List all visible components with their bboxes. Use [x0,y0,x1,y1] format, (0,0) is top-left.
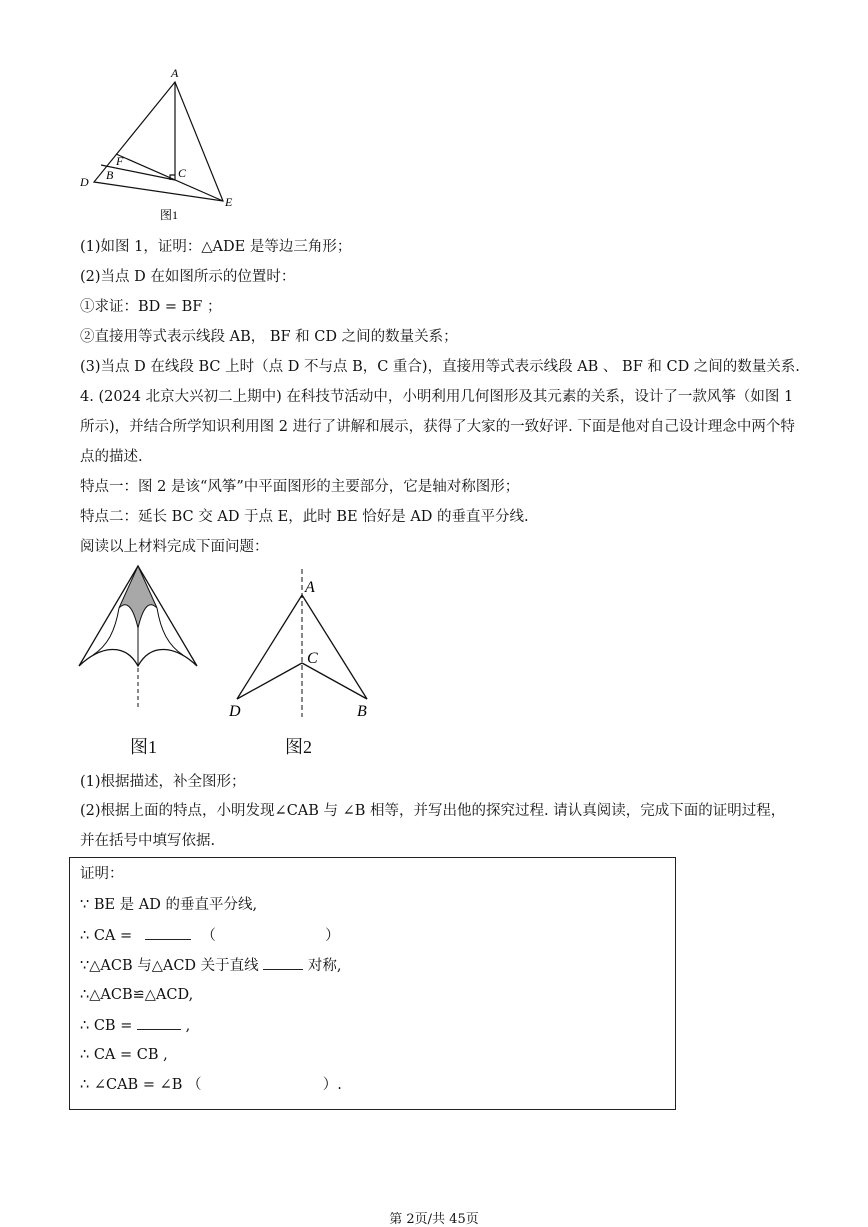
q4-read: 阅读以上材料完成下面问题： [80,539,269,555]
label-a: A [305,579,315,596]
page-footer: 第 2页/共 45页 [389,1212,479,1227]
proof-line-3-text: ∵△ACB 与△ACD 关于直线 [80,958,259,974]
label-c: C [307,650,318,667]
kite-figure-caption: 图1 [130,737,157,757]
label-f: F [116,154,124,168]
label-b: B [357,703,367,720]
proof-line-6: ∴ CA = CB , [80,1047,168,1063]
q4-feature2: 特点二：延长 BC 交 AD 于点 E，此时 BE 恰好是 AD 的垂直平分线. [80,509,529,525]
proof-line-2 [80,925,340,946]
proof-line-7 [80,1075,342,1095]
proof-line-1: ∵ BE 是 AD 的垂直平分线, [80,897,258,913]
triangle-ade-figure [72,62,252,222]
answer-blank-3[interactable] [137,1015,181,1030]
kite-figure [75,560,205,710]
proof-line-2-close: ） [325,928,340,944]
geometry-figure-caption: 图2 [285,737,312,757]
label-e: E [225,195,233,209]
q3-part3: (3)当点 D 在线段 BC 上时（点 D 不与点 B，C 重合)，直接用等式表示线段 AB 、 BF 和 CD 之间的数量关系. [80,359,800,375]
kite-geometry-figure [225,565,385,720]
q4-intro: 4. (2024 北京大兴初二上期中) 在科技节活动中，小明利用几何图形及其元素的关系，设计了一款风筝（如图 1 所示)，并结合所学知识利用图 2 进行了讲解和展示，获得了大家的一致好评. 下面是他对自己设计理念中两个特点的描述. [80,389,795,465]
q3-part1: (1)如图 1，证明：△ADE 是等边三角形； [80,239,352,255]
label-a: A [171,66,179,80]
proof-line-3 [80,955,342,976]
proof-line-7-text: ∴ ∠CAB = ∠B （ [80,1077,202,1093]
label-d: D [229,703,241,720]
q4-feature1: 特点一：图 2 是该“风筝”中平面图形的主要部分，它是轴对称图形； [80,479,520,495]
proof-line-3-tail: 对称, [307,958,342,974]
q3-part2a: ①求证：BD = BF ； [80,299,222,315]
proof-line-7-close: ）. [322,1077,342,1093]
proof-line-2-text: ∴ CA = [80,928,133,944]
proof-line-2-open: （ [201,928,216,944]
proof-title: 证明： [80,866,124,882]
label-c: C [178,166,187,180]
q3-part2b: ②直接用等式表示线段 AB， BF 和 CD 之间的数量关系； [80,329,458,345]
label-d: D [80,175,89,189]
proof-line-5 [80,1015,190,1036]
q4-sub2: (2)根据上面的特点，小明发现∠CAB 与 ∠B 相等，并写出他的探究过程. 请认真阅读，完成下面的证明过程，并在括号中填写依据. [80,803,786,849]
proof-line-4: ∴△ACB≌△ACD, [80,987,194,1003]
label-b: B [106,168,114,182]
q4-sub1: (1)根据描述，补全图形； [80,774,246,790]
proof-line-5-text: ∴ CB = [80,1018,133,1034]
proof-box [69,857,676,1110]
answer-blank-2[interactable] [263,955,303,970]
figure-caption: 图1 [160,208,179,222]
q3-part2: (2)当点 D 在如图所示的位置时： [80,269,296,285]
answer-blank-1[interactable] [145,925,191,940]
proof-line-5-tail: , [185,1018,191,1034]
